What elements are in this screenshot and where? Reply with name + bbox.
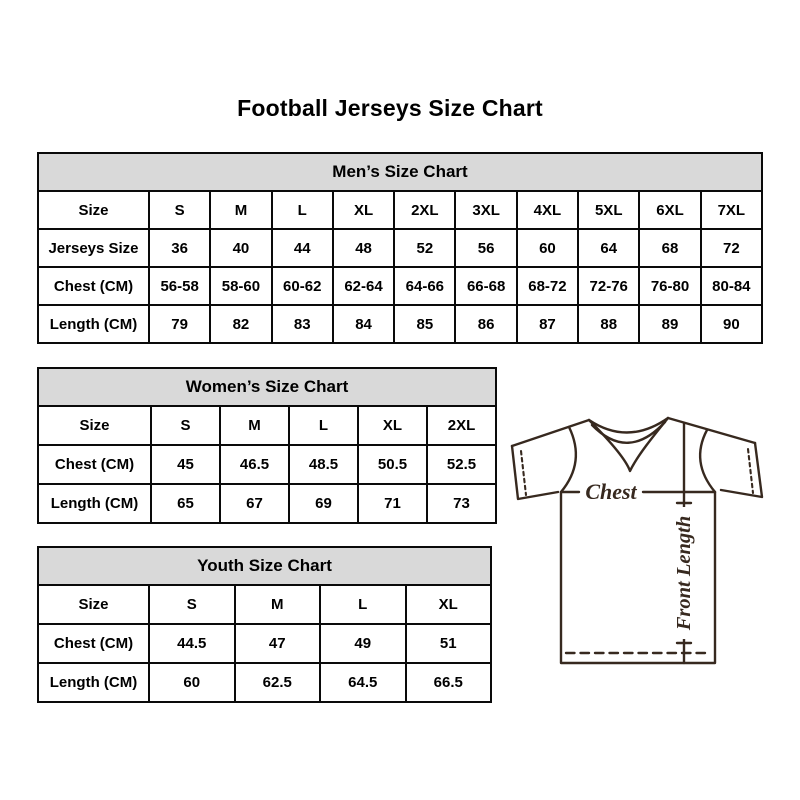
table-cell: 52.5 [427, 445, 496, 484]
table-cell: 67 [220, 484, 289, 523]
table-cell: XL [406, 585, 492, 624]
row-label: Chest (CM) [38, 624, 149, 663]
table-cell: 86 [455, 305, 516, 343]
table-cell: S [149, 585, 235, 624]
table-cell: 82 [210, 305, 271, 343]
womens-size-table [37, 367, 497, 524]
table-row [38, 445, 496, 484]
table-cell: 56-58 [149, 267, 210, 305]
table-cell: 4XL [517, 191, 578, 229]
jersey-measurement-diagram [500, 405, 778, 677]
table-cell: 72-76 [578, 267, 639, 305]
table-cell: 51 [406, 624, 492, 663]
table-cell: XL [358, 406, 427, 445]
table-cell: 56 [455, 229, 516, 267]
table-row [38, 267, 762, 305]
table-title: Women’s Size Chart [38, 368, 496, 406]
table-cell: 65 [151, 484, 220, 523]
chest-label: Chest [585, 479, 637, 504]
table-cell: 60 [517, 229, 578, 267]
table-cell: 44.5 [149, 624, 235, 663]
table-cell: 69 [289, 484, 358, 523]
row-label: Size [38, 191, 149, 229]
table-cell: 6XL [639, 191, 700, 229]
table-cell: L [289, 406, 358, 445]
right-sleeve-seam [700, 430, 715, 492]
table-cell: 83 [272, 305, 333, 343]
table-cell: 2XL [427, 406, 496, 445]
table-cell: 58-60 [210, 267, 271, 305]
table-cell: 47 [235, 624, 321, 663]
table-row [38, 663, 491, 702]
left-sleeve-outline [512, 446, 558, 499]
right-cuff-dashed-line [748, 449, 753, 493]
table-cell: S [149, 191, 210, 229]
table-cell: 66.5 [406, 663, 492, 702]
table-row [38, 191, 762, 229]
table-row [38, 229, 762, 267]
table-cell: XL [333, 191, 394, 229]
row-label: Chest (CM) [38, 267, 149, 305]
right-shoulder-line [668, 418, 755, 443]
table-cell: S [151, 406, 220, 445]
table-cell: L [272, 191, 333, 229]
table-cell: 80-84 [701, 267, 762, 305]
table-cell: L [320, 585, 406, 624]
table-row [38, 406, 496, 445]
table-cell: 64-66 [394, 267, 455, 305]
table-cell: 48 [333, 229, 394, 267]
table-cell: 88 [578, 305, 639, 343]
youth-size-table [37, 546, 492, 703]
table-cell: 89 [639, 305, 700, 343]
table-cell: 45 [151, 445, 220, 484]
table-cell: M [220, 406, 289, 445]
left-shoulder-line [512, 420, 589, 446]
table-cell: 68 [639, 229, 700, 267]
table-row [38, 585, 491, 624]
row-label: Size [38, 406, 151, 445]
youth-size-chart [37, 546, 492, 703]
table-row [38, 484, 496, 523]
row-label: Jerseys Size [38, 229, 149, 267]
page-title: Football Jerseys Size Chart [237, 95, 543, 121]
table-cell: 68-72 [517, 267, 578, 305]
right-sleeve-outline [721, 443, 762, 497]
table-cell: 76-80 [639, 267, 700, 305]
womens-size-chart [37, 367, 497, 524]
left-cuff-dashed-line [521, 451, 526, 495]
front-length-label: Front Length [673, 515, 695, 631]
table-cell: 5XL [578, 191, 639, 229]
table-cell: 66-68 [455, 267, 516, 305]
table-cell: 72 [701, 229, 762, 267]
table-cell: 44 [272, 229, 333, 267]
table-cell: 36 [149, 229, 210, 267]
table-row [38, 305, 762, 343]
table-cell: 85 [394, 305, 455, 343]
table-title-row [38, 368, 496, 406]
table-title: Youth Size Chart [38, 547, 491, 585]
row-label: Length (CM) [38, 305, 149, 343]
row-label: Chest (CM) [38, 445, 151, 484]
table-cell: 64.5 [320, 663, 406, 702]
table-cell: 73 [427, 484, 496, 523]
table-cell: 2XL [394, 191, 455, 229]
table-cell: 84 [333, 305, 394, 343]
table-cell: 52 [394, 229, 455, 267]
table-cell: 48.5 [289, 445, 358, 484]
table-cell: 46.5 [220, 445, 289, 484]
left-sleeve-seam [561, 427, 576, 492]
table-cell: 3XL [455, 191, 516, 229]
table-cell: 87 [517, 305, 578, 343]
table-cell: 71 [358, 484, 427, 523]
table-cell: 64 [578, 229, 639, 267]
row-label: Size [38, 585, 149, 624]
table-cell: M [235, 585, 321, 624]
table-cell: 62-64 [333, 267, 394, 305]
mens-size-table [37, 152, 763, 344]
table-cell: 90 [701, 305, 762, 343]
row-label: Length (CM) [38, 484, 151, 523]
table-cell: 40 [210, 229, 271, 267]
table-title-row [38, 153, 762, 191]
mens-size-chart [37, 152, 763, 344]
table-row [38, 624, 491, 663]
table-cell: 79 [149, 305, 210, 343]
table-cell: 50.5 [358, 445, 427, 484]
table-cell: M [210, 191, 271, 229]
table-cell: 62.5 [235, 663, 321, 702]
table-title: Men’s Size Chart [38, 153, 762, 191]
table-cell: 49 [320, 624, 406, 663]
table-cell: 7XL [701, 191, 762, 229]
table-cell: 60-62 [272, 267, 333, 305]
table-cell: 60 [149, 663, 235, 702]
row-label: Length (CM) [38, 663, 149, 702]
table-title-row [38, 547, 491, 585]
